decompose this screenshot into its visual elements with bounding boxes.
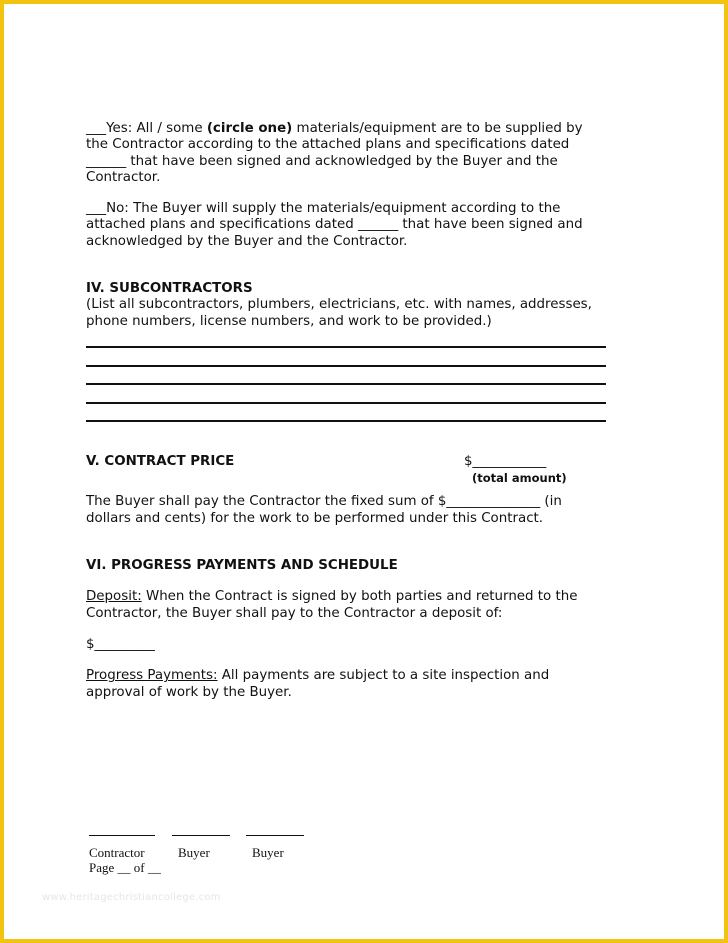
- signature-block: [89, 830, 329, 875]
- deposit-label: Deposit:: [86, 589, 142, 605]
- signature-lines: [89, 830, 329, 845]
- signature-labels: [89, 845, 329, 860]
- subcontractor-blank-line[interactable]: [86, 402, 606, 404]
- deposit-text: When the Contract is signed by both parties and returned to the Contractor, the Buyer shall pay to the Contractor a deposit of:: [86, 589, 578, 621]
- document-page: [4, 4, 724, 939]
- subcontractor-blank-line[interactable]: [86, 383, 606, 385]
- deposit-amount-field[interactable]: $_________: [86, 636, 155, 652]
- buyer-label-2: Buyer: [252, 845, 284, 860]
- buyer-signature-line-1[interactable]: [172, 835, 230, 836]
- page-number: Page __ of __: [89, 860, 161, 875]
- contractor-label: Contractor: [89, 845, 145, 860]
- progress-payments-heading: VI. PROGRESS PAYMENTS AND SCHEDULE: [86, 558, 398, 574]
- total-amount-caption: (total amount): [472, 471, 567, 486]
- contract-price-heading: V. CONTRACT PRICE: [86, 454, 235, 470]
- subcontractor-blank-line[interactable]: [86, 346, 606, 348]
- buyer-label-1: Buyer: [178, 845, 210, 860]
- contract-price-body: The Buyer shall pay the Contractor the fixed sum of $______________ (in dollars and cents) for the work to be performed under this Contract.: [86, 494, 562, 526]
- yes-rest: materials/equipment are to be supplied by the Contractor according to the attached plans and specifications dated ______ that have been signed and acknowledged by the Buyer and the Contractor.: [86, 121, 583, 185]
- circle-one-emphasis: (circle one): [206, 121, 293, 136]
- subcontractor-lines: [86, 346, 606, 422]
- yes-lead: Yes: All / some: [106, 121, 207, 136]
- progress-text: All payments are subject to a site inspection and approval of work by the Buyer.: [86, 668, 550, 700]
- watermark-text: www.heritagechristiancollege.com: [42, 892, 221, 903]
- deposit-paragraph: [86, 589, 606, 622]
- yes-blank: ___: [86, 121, 107, 136]
- materials-yes-paragraph: [86, 121, 606, 186]
- contractor-signature-line[interactable]: [89, 835, 155, 836]
- subcontractor-blank-line[interactable]: [86, 365, 606, 367]
- progress-label: Progress Payments:: [86, 668, 218, 684]
- subcontractors-heading: IV. SUBCONTRACTORS: [86, 281, 253, 297]
- total-amount-field[interactable]: $___________: [464, 454, 547, 470]
- buyer-signature-line-2[interactable]: [246, 835, 304, 836]
- progress-paragraph: [86, 668, 606, 701]
- materials-no-paragraph: ___No: The Buyer will supply the materials/equipment according to the attached plans and specifications dated ______ that have been signed and acknowledged by the Buyer and the Contractor.: [86, 201, 583, 249]
- contract-price-row: [86, 454, 606, 494]
- document-body: [86, 121, 606, 701]
- subcontractors-instructions: (List all subcontractors, plumbers, electricians, etc. with names, addresses, phone numbers, license numbers, and work to be provided.): [86, 297, 592, 329]
